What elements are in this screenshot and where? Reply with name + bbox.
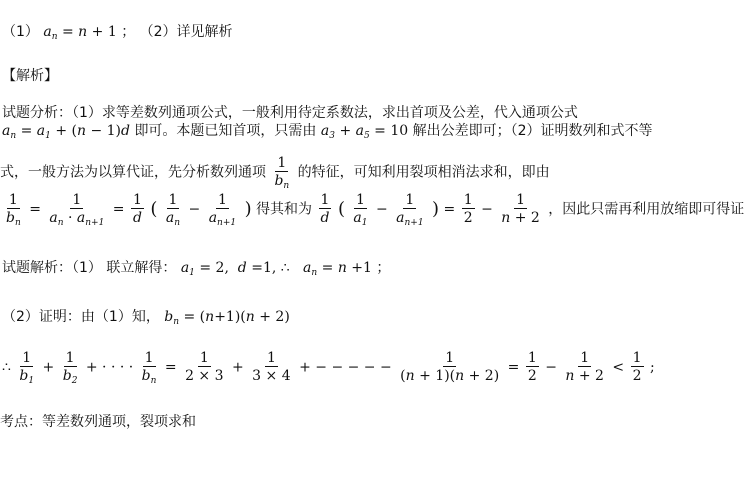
- analysis-intro: 试题分析：（1）求等差数列通项公式，一般利用待定系数法，求出首项及公差，代入通项公式: [2, 105, 578, 121]
- fraction-1-over-a1: $\frac{1}{a_1}$: [353, 192, 368, 228]
- fraction-1-over-bn: $\frac{1}{b_n}$: [274, 155, 290, 191]
- fraction-1-over-an-an1: $\frac{1}{a_n \cdot a_{n+1}}$: [49, 192, 105, 228]
- fraction-1-over-b2: $\frac{1}{b_2}$: [62, 350, 78, 386]
- fraction-1-over-b1: $\frac{1}{b_1}$: [19, 350, 35, 386]
- formula-general-term: $a_n = a_1 + (n - 1)d$: [2, 123, 130, 141]
- analysis-line3-a: 式，一般方法为以算代证，先分析数列通项: [0, 164, 266, 181]
- fraction-half: $\frac{1}{2}$: [463, 192, 473, 226]
- answer-part1-label: （1）: [2, 24, 39, 40]
- fraction-1-over-n2-2: $\frac{1}{n + 2}$: [565, 350, 604, 384]
- fraction-1-over-bn-sum: $\frac{1}{b_n}$: [141, 350, 157, 386]
- analysis-line2: [2, 121, 653, 141]
- fraction-1-over-an1: $\frac{1}{a_{n+1}}$: [208, 192, 237, 228]
- fraction-1-over-2x3: $\frac{1}{2 \times 3}$: [185, 350, 224, 384]
- section-heading: 【解析】: [2, 68, 58, 84]
- proof-sum-line: ∴ $\frac{1}{b_1}$ + $\frac{1}{b_2}$ + · · · · $\frac{1}{b_n}$ = $\frac{1}{2 \times 3}$ + $\frac{1}{3 \times 4}$ + − − − − − $\frac{1}{(n + 1)(n + 2)}$ = $\frac{1}{2}$ − $\frac{1}{n + 2}$ < $\frac{1}{2}$ ;: [2, 350, 655, 386]
- keypoint-line: 考点：等差数列通项，裂项求和: [0, 414, 196, 430]
- analysis-line4: $\frac{1}{b_n}$ = $\frac{1}{a_n \cdot a_{n+1}}$ = $\frac{1}{d}$ ( $\frac{1}{a_n}$ − $\frac{1}{a_{n+1}}$ ) 得其和为 $\frac{1}{d}$ ( $\frac{1}{a_1}$ − $\frac{1}{a_{n+1}}$ ) = $\frac{1}{2}$ − $\frac{1}{n + 2}$ ，因此只需再利用放缩即可得证: [6, 192, 744, 228]
- analysis-mid1: 即可。本题已知首项，只需由: [134, 123, 317, 139]
- analysis-line3-b: 的特征，可知利用裂项相消法求和，即由: [297, 164, 550, 181]
- analysis-line4-a: 得其和为: [256, 201, 313, 218]
- fraction-1-over-an: $\frac{1}{a_n}$: [165, 192, 181, 228]
- analysis-line4-b: ，因此只需再利用放缩即可得证: [548, 201, 744, 218]
- answer-formula-an: $a_n = n + 1$: [43, 24, 117, 42]
- answer-part2: （2）详见解析: [139, 24, 233, 40]
- formula-a1-d: $a_1 = 2$, d =1,: [180, 260, 277, 278]
- solution-line: 试题解析：（1） 联立解得： $a_1 = 2$, d =1, ∴ $a_n = n +1$ ；: [2, 260, 391, 278]
- fraction-1-over-3x4: $\frac{1}{3 \times 4}$: [252, 350, 291, 384]
- answer-line: [2, 22, 233, 42]
- therefore-symbol-2: ∴: [2, 359, 11, 376]
- fraction-half-3: $\frac{1}{2}$: [632, 350, 642, 384]
- fraction-half-2: $\frac{1}{2}$: [527, 350, 537, 384]
- formula-a3-a5: $a_3 + a_5 = 10$: [320, 123, 409, 141]
- formula-an-solution: $a_n = n +1$: [294, 260, 372, 278]
- fraction-1-over-n1n2: $\frac{1}{(n + 1)(n + 2)}$: [400, 350, 500, 384]
- solution-label: 试题解析：（1） 联立解得：: [2, 260, 177, 276]
- fraction-1-over-n2: $\frac{1}{n + 2}$: [501, 192, 540, 226]
- formula-bn: $b_n = (n+1)(n + 2)$: [164, 309, 290, 327]
- therefore-symbol-1: ∴: [280, 260, 290, 276]
- answer-separator: ；: [121, 24, 136, 40]
- fraction-1-over-d-2: $\frac{1}{d}$: [320, 192, 330, 226]
- fraction-1-over-an1-2: $\frac{1}{a_{n+1}}$: [396, 192, 424, 228]
- analysis-line3: [0, 155, 550, 190]
- analysis-mid2: 解出公差即可；（2）证明数列和式不等: [412, 123, 653, 139]
- proof-line: [2, 307, 290, 327]
- fraction-1-over-bn-lhs: $\frac{1}{b_n}$: [6, 192, 21, 228]
- proof-label: （2）证明：由（1）知，: [2, 309, 160, 325]
- fraction-1-over-d: $\frac{1}{d}$: [132, 192, 142, 226]
